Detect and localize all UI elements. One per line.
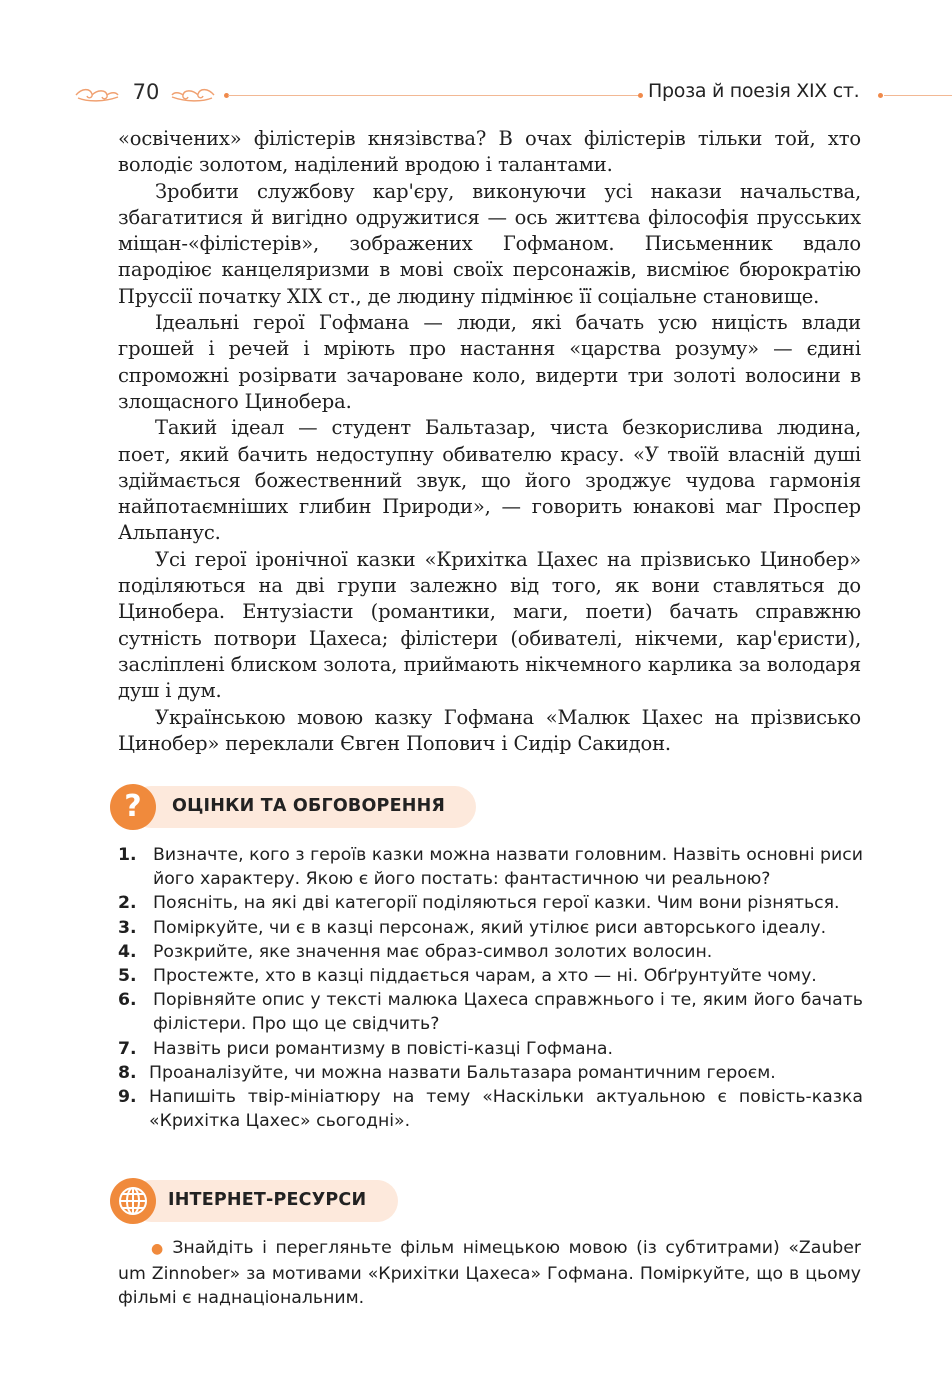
- question-text: Поміркуйте, чи є в казці персонаж, який утілює риси авторського ідеалу.: [153, 917, 827, 938]
- paragraph: Усі герої іронічної казки «Крихітка Цахес на прізвисько Цинобер» поділяються на дві групи залежно від того, як вони ставляться до Цинобера. Ентузіасти (романтики, маги, поети) бачать справжню сутність потвори Цахеса; філістери (обивателі, нікчеми, кар'єристи), засліплені блиском золота, приймають нікчемного карлика за володаря душ і дум.: [118, 547, 861, 703]
- page-number: 70: [132, 80, 160, 104]
- question-number: 3.: [118, 917, 137, 938]
- header-rule: [228, 95, 640, 96]
- question-item: [118, 891, 863, 915]
- page-header: [0, 78, 952, 112]
- question-number: 1.: [118, 845, 137, 865]
- running-title: Проза й поезія XIX ст.: [648, 80, 860, 102]
- bullet-icon: ●: [151, 1241, 167, 1257]
- question-item: [118, 964, 863, 988]
- question-item: [118, 916, 863, 940]
- internet-resource-text: [118, 1236, 861, 1311]
- paragraph: Ідеальні герої Гофмана — люди, які бачать усю ницість влади грошей і речей і мріють про настання «царства розуму» — єдині спроможні розірвати зачароване коло, видерти три золоті волосини в злощасного Цинобера.: [118, 311, 861, 413]
- paragraph: Такий ідеал — студент Бальтазар, чиста безкорислива людина, поет, який бачить недоступну обивателю красу. «У твоїй власній душі здіймається божественний звук, що його зроджує чудова гармонія найпотаємніших глибин Природи», — говорить юнакові маг Проспер Альпанус.: [118, 416, 861, 545]
- question-text: Поясніть, на які дві категорії поділяються герої казки. Чим вони різняться.: [153, 893, 840, 914]
- header-rule-dot: [878, 93, 883, 98]
- paragraph: Українською мовою казку Гофмана «Малюк Цахес на прізвисько Цинобер» переклали Євген Попович і Сидір Сакидон.: [118, 705, 861, 755]
- question-text: Розкрийте, яке значення має образ-символ золотих волосин.: [153, 941, 713, 962]
- question-text: Порівняйте опис у тексті малюка Цахеса справжнього і те, яким його бачать філістери. Про що це свідчить?: [153, 990, 863, 1035]
- question-number: 7.: [118, 1038, 137, 1059]
- question-item: [118, 1085, 863, 1133]
- header-rule-dot: [638, 93, 643, 98]
- section-title: ІНТЕРНЕТ-РЕСУРСИ: [168, 1190, 367, 1210]
- ornament-right-icon: [170, 86, 216, 104]
- question-item: [118, 843, 863, 891]
- resource-description: Знайдіть і перегляньте фільм німецькою мовою (із субтитрами) «Zauber um Zinnober» за мотивами «Крихітки Цахеса» Гофмана. Поміркуйте, що в цьому фільмі є наднаціональним.: [118, 1238, 861, 1309]
- body-text: [118, 126, 861, 757]
- ornament-left-icon: [74, 86, 120, 104]
- question-icon: ?: [110, 784, 156, 830]
- question-number: 9.: [118, 1087, 137, 1108]
- globe-icon: [110, 1178, 156, 1224]
- question-number: 5.: [118, 966, 137, 987]
- question-text: Простежте, хто в казці піддається чарам, а хто — ні. Обґрунтуйте чому.: [153, 966, 817, 987]
- question-item: [118, 1037, 863, 1061]
- question-text: Напишіть твір-мініатюру на тему «Наскільки актуальною є повість-казка «Крихітка Цахес» сьогодні».: [149, 1087, 863, 1132]
- question-text: Проаналізуйте, чи можна назвати Бальтазара романтичним героєм.: [149, 1062, 776, 1083]
- question-item: [118, 1061, 863, 1085]
- header-rule: [884, 95, 952, 96]
- question-text: Назвіть риси романтизму в повісті-казці Гофмана.: [153, 1038, 613, 1059]
- section-title: ОЦІНКИ ТА ОБГОВОРЕННЯ: [172, 796, 446, 816]
- question-text: Визначте, кого з героїв казки можна назвати головним. Назвіть основні риси його характеру. Якою є його постать: фантастичною чи реальною?: [153, 845, 863, 890]
- paragraph: «освічених» філістерів князівства? В очах філістерів тільки той, хто володіє золотом, наділений вродою і талантами.: [118, 127, 861, 177]
- question-item: [118, 988, 863, 1036]
- question-number: 8.: [118, 1062, 137, 1083]
- discussion-section-header: [110, 784, 476, 830]
- question-number: 2.: [118, 893, 137, 914]
- question-number: 4.: [118, 941, 137, 962]
- paragraph: Зробити службову кар'єру, виконуючи усі накази начальства, збагатитися й вигідно одружитися — ось життєва філософія прусських міщан-«філістерів», зображених Гофманом. Письменник вдало пародіює канцеляризми в мові своїх персонажів, висміює бюрократію Пруссії початку XIX ст., де людину підмінює її соціальне становище.: [118, 179, 861, 308]
- question-number: 6.: [118, 990, 137, 1011]
- question-item: [118, 940, 863, 964]
- questions-list: [118, 843, 863, 1133]
- internet-section-header: [110, 1178, 398, 1224]
